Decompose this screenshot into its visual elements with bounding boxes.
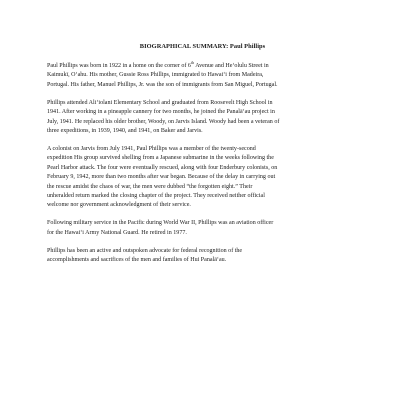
paragraph-line: Portugal. His father, Manuel Phillips, Jr. was the son of immigrants from San Miguel, Portugal. [47,81,278,88]
paragraph-line: expedition His group survived shelling from a Japanese submarine in the weeks following the [47,155,274,162]
paragraph-line: Following military service in the Pacific during World War II, Phillips was an aviation officer [47,220,274,227]
paragraph-birth [47,59,358,90]
paragraph-line: February 9, 1942, more than two months after war began. Because of the delay in carrying out [47,174,276,181]
paragraph-line: 1941. After working in a pineapple cannery for two months, he joined the Panalā‘au project in [47,109,275,116]
paragraph-advocacy [47,247,358,266]
document-page [47,43,358,274]
paragraph-line: Pearl Harbor attack. The four were eventually rescued, along with four Enderbury colonists, on [47,164,278,171]
paragraph-line: July, 1941. He replaced his older brother, Woody, on Jarvis Island. Woody had been a veteran of [47,118,280,125]
document-title: BIOGRAPHICAL SUMMARY: Paul Phillips [139,43,266,50]
paragraph-line: Kaimukī, O‘ahu. His mother, Gussie Ross Phillips, immigrated to Hawai‘i from Madeira, [47,72,264,79]
paragraph-line: Phillips attended Ali‘iolani Elementary School and graduated from Roosevelt High School in [47,99,273,106]
paragraph-military [47,219,358,238]
paragraph-line: unheralded return marked the closing chapter of the project. They received neither official [47,193,265,200]
paragraph-line: three expeditions, in 1939, 1940, and 1941, on Baker and Jarvis. [47,128,203,135]
paragraph-line: welcome nor government acknowledgment of their service. [47,202,191,209]
paragraph-line: A colonist on Jarvis from July 1941, Paul Phillips was a member of the twenty-second [47,146,256,153]
paragraph-line: for the Hawai‘i Army National Guard. He retired in 1977. [47,229,187,236]
paragraph-line: accomplishments and sacrifices of the men and families of Hui Panalā‘au. [47,257,227,264]
paragraph-line: Phillips has been an active and outspoken advocate for federal recognition of the [47,247,243,254]
paragraph-education [47,99,358,137]
paragraph-line: Paul Phillips was born in 1922 in a home on the corner of 6th Avenue and He‘olulu Street in [47,59,269,69]
paragraph-jarvis [47,145,358,211]
paragraph-line: the rescue amidst the chaos of war, the men were dubbed “the forgotten eight.” Their [47,183,253,190]
